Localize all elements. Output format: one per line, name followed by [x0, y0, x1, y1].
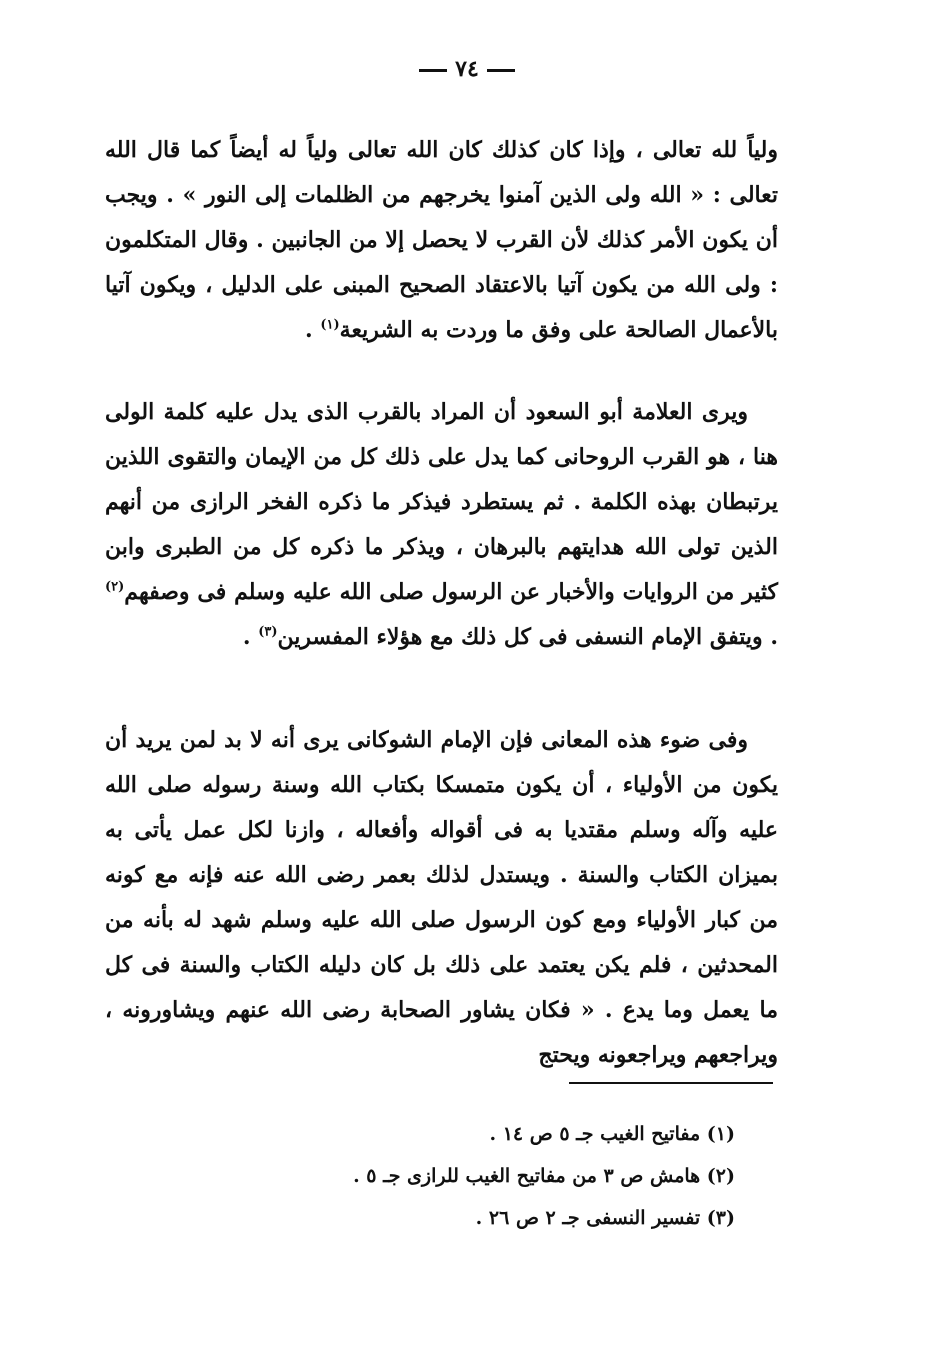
paragraph-2-text: ويرى العلامة أبو السعود أن المراد بالقرب الذى يدل عليه كلمة الولى هنا ، هو القرب الروحانى كما يدل على ذلك كل من الإيمان والتقوى اللذين يرتبطان بهذه الكلمة . ثم يستطرد فيذكر ما ذكره الفخر الرازى من أنهم الذين تولى الله هدايتهم بالبرهان ، ويذكر ما ذكره كل من الطبرى وابن كثير من الروايات والأخبار عن الرسول صلى الله عليه وسلم فى وصفهم [105, 399, 778, 605]
footnote-3: (٣) تفسير النسفى جـ ٢ ص ٢٦ . [475, 1207, 735, 1229]
paragraph-1-end: . [305, 317, 321, 343]
footnotes [300, 1113, 735, 1239]
paragraph-3-text: وفى ضوء هذه المعانى فإن الإمام الشوكانى يرى أنه لا بد لمن يريد أن يكون من الأولياء ، أن يكون متمسكا بكتاب الله وسنة رسوله صلى الله عليه وآله وسلم مقتديا به فى أقواله وأفعاله ، وازنا لكل عمل يأتى به بميزان الكتاب والسنة . ويستدل لذلك بعمر رضى الله عنه فإنه مع كونه من كبار الأولياء ومع كون الرسول صلى الله عليه وسلم شهد له بأنه من المحدثين ، فلم يكن يعتمد على ذلك بل كان دليله الكتاب والسنة فى كل ما يعمل وما يدع . « فكان يشاور الصحابة رضى الله عنهم ويشاورونه ، ويراجعهم ويراجعونه ويحتج [105, 727, 778, 1068]
footnote-2: (٢) هامش ص ٣ من مفاتيح الغيب للرازى جـ ٥ . [353, 1165, 735, 1187]
footnote-ref-3: (٣) [258, 624, 278, 640]
paragraph-3 [105, 718, 778, 1078]
page-header [0, 56, 934, 82]
paragraph-1-text: ولياً لله تعالى ، وإذا كان كذلك كان الله تعالى ولياً له أيضاً كما قال الله تعالى : « الله ولى الذين آمنوا يخرجهم من الظلمات إلى النور » . ويجب أن يكون الأمر كذلك لأن القرب لا يحصل إلا من الجانبين . وقال المتكلمون : ولى الله من يكون آتيا بالاعتقاد الصحيح المبنى على الدليل ، ويكون آتيا بالأعمال الصالحة على وفق ما وردت به الشريعة [105, 137, 778, 343]
footnote-separator [569, 1082, 773, 1084]
footnote-ref-1: (١) [320, 317, 340, 333]
paragraph-2-end: . [242, 624, 259, 650]
page-number: ٧٤ [455, 56, 479, 82]
footnote-ref-2: (٢) [105, 579, 125, 595]
paragraph-2 [105, 390, 778, 660]
paragraph-1 [105, 128, 778, 353]
header-dash-right [419, 69, 447, 72]
paragraph-2-tail: . ويتفق الإمام النسفى فى كل ذلك مع هؤلاء المفسرين [277, 624, 778, 650]
footnote-1: (١) مفاتيح الغيب جـ ٥ ص ١٤ . [489, 1123, 735, 1145]
header-dash-left [487, 69, 515, 72]
